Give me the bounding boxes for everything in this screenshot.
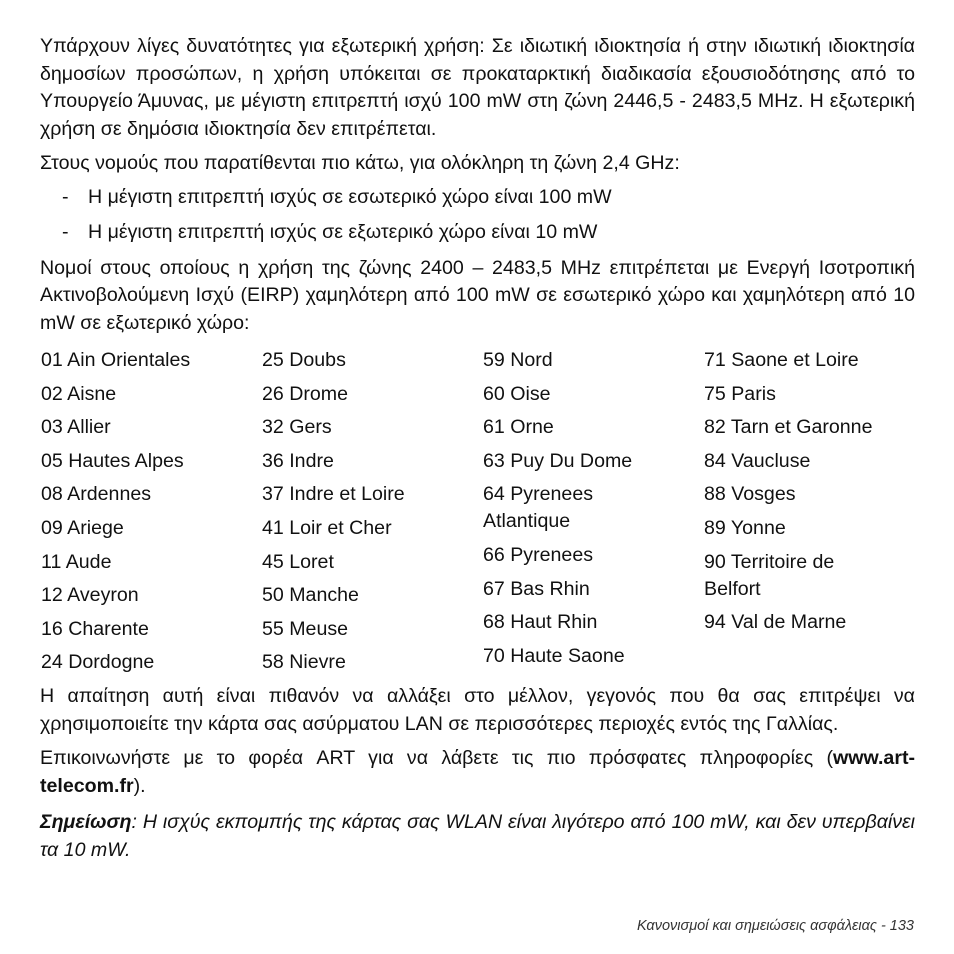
list-item: - Η μέγιστη επιτρεπτή ισχύς σε εξωτερικό χώρο είναι 10 mW — [62, 221, 598, 243]
list-item: 58 Nievre — [262, 651, 346, 674]
departments-column-2 — [262, 347, 477, 683]
list-item: 32 Gers — [262, 416, 332, 439]
list-item: 08 Ardennes — [41, 483, 152, 506]
list-item: 89 Yonne — [704, 516, 786, 539]
list-item: 63 Puy Du Dome — [483, 449, 633, 472]
list-item: 64 Pyrenees Atlantique — [483, 483, 594, 533]
departments-table — [40, 347, 915, 683]
contact-text: Επικοινωνήστε με το φορέα ART για να λάβετε τις πιο πρόσφατες πληροφορίες ( — [40, 747, 833, 769]
document-page — [40, 33, 915, 864]
art-telecom-link[interactable]: www.art-telecom.fr — [40, 747, 915, 797]
list-item: 09 Ariege — [41, 516, 124, 539]
bullet-text: Η μέγιστη επιτρεπτή ισχύς σε εξωτερικό χώρο είναι 10 mW — [88, 221, 598, 243]
list-item: 02 Aisne — [41, 382, 117, 405]
note-paragraph — [40, 809, 915, 864]
list-item: 90 Territoire de Belfort — [704, 550, 835, 600]
contact-paragraph — [40, 745, 915, 800]
list-item: 16 Charente — [41, 617, 149, 640]
note-text: : Η ισχύς εκπομπής της κάρτας σας WLAN είναι λιγότερο από 100 mW, και δεν υπερβαίνει τα 10 mW. — [40, 811, 915, 861]
list-item: 94 Val de Marne — [704, 611, 847, 634]
list-item: 55 Meuse — [262, 617, 349, 640]
future-paragraph: Η απαίτηση αυτή είναι πιθανόν να αλλάξει στο μέλλον, γεγονός που θα σας επιτρέψει να χρησιμοποιείτε την κάρτα σας ασύρματου LAN σε περισσότερες περιοχές εντός της Γαλλίας. — [40, 685, 915, 735]
eirp-paragraph: Νομοί στους οποίους η χρήση της ζώνης 2400 – 2483,5 MHz επιτρέπεται με Ενεργή Ισοτροπική Ακτινοβολούμενη Ισχύ (EIRP) χαμηλότερη από 100 mW σε εσωτερικό χώρο και χαμηλότερη από 10 mW σε εξωτερικό χώρο: — [40, 256, 915, 334]
list-item: 59 Nord — [483, 349, 553, 371]
list-item: 70 Haute Saone — [483, 644, 625, 667]
list-item: 41 Loir et Cher — [262, 516, 392, 539]
bullet-text: Η μέγιστη επιτρεπτή ισχύς σε εσωτερικό χώρο είναι 100 mW — [88, 185, 612, 208]
list-item: 37 Indre et Loire — [262, 483, 405, 506]
list-item: 88 Vosges — [704, 483, 796, 506]
list-item: 05 Hautes Alpes — [41, 449, 184, 472]
departments-intro: Στους νομούς που παρατίθενται πιο κάτω, για ολόκληρη τη ζώνη 2,4 GHz: — [40, 152, 680, 174]
list-item: 84 Vaucluse — [704, 449, 811, 472]
list-item: 36 Indre — [262, 449, 334, 472]
list-item: 50 Manche — [262, 584, 359, 607]
departments-column-1 — [41, 347, 256, 683]
list-item: 45 Loret — [262, 550, 334, 573]
list-item: 66 Pyrenees — [483, 543, 594, 566]
list-item: 25 Doubs — [262, 349, 346, 371]
list-item: 03 Allier — [41, 416, 111, 439]
list-item: 61 Orne — [483, 416, 554, 439]
power-limits-list — [40, 184, 915, 247]
list-item: 60 Oise — [483, 382, 551, 405]
departments-column-3 — [483, 347, 698, 676]
departments-column-4 — [704, 347, 919, 643]
list-item: 67 Bas Rhin — [483, 577, 590, 600]
note-label: Σημείωση — [40, 811, 132, 833]
list-item: 11 Aude — [41, 550, 112, 573]
page-footer: Κανονισμοί και σημειώσεις ασφάλειας - 133 — [636, 918, 914, 934]
list-item: 68 Haut Rhin — [483, 611, 598, 634]
list-item: - Η μέγιστη επιτρεπτή ισχύς σε εσωτερικό χώρο είναι 100 mW — [62, 185, 612, 208]
contact-text-end: ). — [133, 774, 146, 797]
intro-paragraph: Υπάρχουν λίγες δυνατότητες για εξωτερική χρήση: Σε ιδιωτική ιδιοκτησία ή στην ιδιωτική ιδιοκτησία δημοσίων προσώπων, η χρήση υπόκειται σε προκαταρκτική διαδικασία εξουσιοδότησης από το Υπουργείο Άμυνας, με μέγιστη επιτρεπτή ισχύ 100 mW στη ζώνη 2446,5 - 2483,5 MHz. Η εξωτερική χρήση σε δημόσια ιδιοκτησία δεν επιτρέπεται. — [40, 35, 915, 140]
list-item: 01 Ain Orientales — [41, 349, 191, 371]
list-item: 26 Drome — [262, 382, 349, 405]
list-item: 75 Paris — [704, 382, 776, 405]
list-item: 24 Dordogne — [41, 651, 155, 674]
list-item: 82 Tarn et Garonne — [704, 416, 873, 439]
list-item: 71 Saone et Loire — [704, 349, 859, 371]
list-item: 12 Aveyron — [41, 584, 139, 607]
